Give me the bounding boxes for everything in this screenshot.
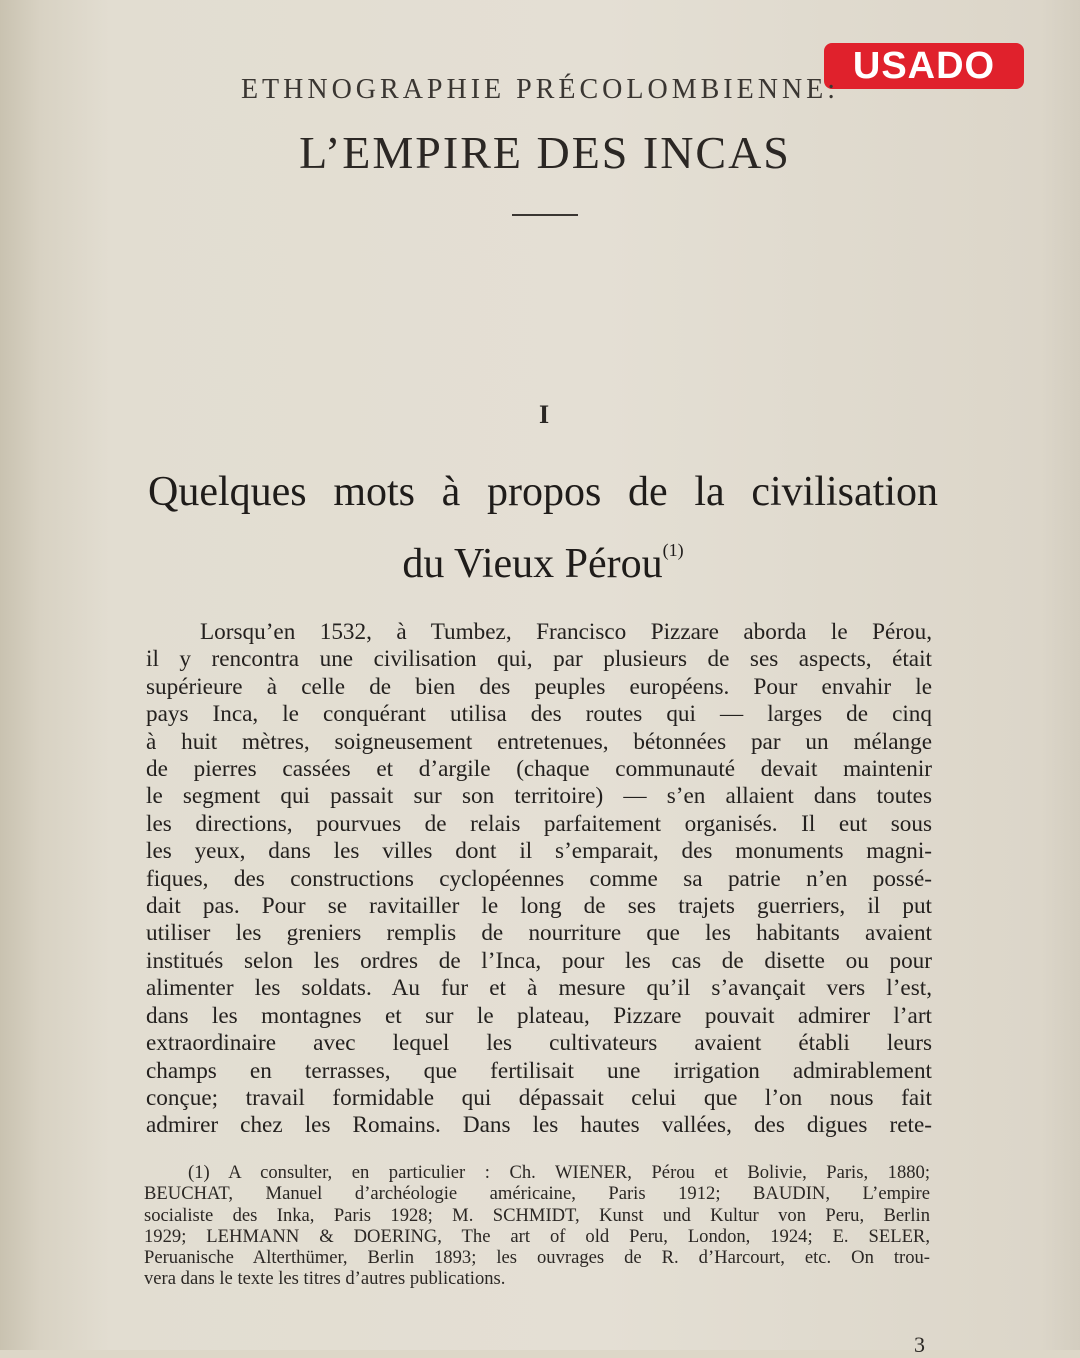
body-line: dait pas. Pour se ravitailler le long de ses trajets guerriers, il put — [146, 893, 932, 920]
footnote-line: (1) A consulter, en particulier : Ch. WIENER, Pérou et Bolivie, Paris, 1880; — [188, 1162, 930, 1183]
body-line: le segment qui passait sur son territoire) — s’en allaient dans toutes — [146, 783, 932, 810]
chapter-number: I — [538, 400, 550, 429]
page-number: 3 — [914, 1332, 925, 1357]
body-line: utiliser les greniers remplis de nourriture que les habitants avaient — [146, 920, 932, 947]
footnote-reference: (1) — [662, 540, 684, 560]
body-line: fiques, des constructions cyclopéennes comme sa patrie n’en possé- — [146, 865, 932, 892]
body-paragraph — [146, 619, 932, 1140]
footnote — [144, 1162, 930, 1290]
body-line: institués selon les ordres de l’Inca, pour les cas de disette ou pour — [146, 947, 932, 974]
running-header: ETHNOGRAPHIE PRÉCOLOMBIENNE: — [240, 74, 840, 105]
footnote-line: vera dans le texte les titres d’autres publications. — [144, 1268, 506, 1290]
chapter-title-line-1: Quelques mots à propos de la civilisation — [148, 469, 938, 515]
footnote-line: BEUCHAT, Manuel d’archéologie américaine, Paris 1912; BAUDIN, L’empire — [144, 1183, 930, 1205]
body-line: de pierres cassées et d’argile (chaque communauté devait maintenir — [146, 756, 932, 783]
chapter-title — [148, 460, 938, 596]
body-line: admirer chez les Romains. Dans les hautes vallées, des digues rete- — [146, 1112, 932, 1139]
body-line: conçue; travail formidable qui dépassait celui que l’on nous fait — [146, 1084, 932, 1111]
body-line: supérieure à celle de bien des peuples européens. Pour envahir le — [146, 673, 932, 700]
body-line: il y rencontra une civilisation qui, par plusieurs de ses aspects, était — [146, 646, 932, 673]
page-title: L’EMPIRE DES INCAS — [299, 127, 791, 178]
body-line: pays Inca, le conquérant utilisa des routes qui — larges de cinq — [146, 701, 932, 728]
title-rule — [512, 214, 578, 216]
footnote-line: socialiste des Inka, Paris 1928; M. SCHMIDT, Kunst und Kultur von Peru, Berlin — [144, 1204, 930, 1226]
body-line: Lorsqu’en 1532, à Tumbez, Francisco Pizzare aborda le Pérou, — [200, 619, 932, 645]
body-line: champs en terrasses, que fertilisait une irrigation admirablement — [146, 1057, 932, 1084]
body-line: extraordinaire avec lequel les cultivateurs avaient établi leurs — [146, 1030, 932, 1057]
body-line: dans les montagnes et sur le plateau, Pizzare pouvait admirer l’art — [146, 1002, 932, 1029]
used-badge: USADO — [824, 43, 1024, 89]
body-line: les directions, pourvues de relais parfaitement organisés. Il eut sous — [146, 810, 932, 837]
chapter-title-line-2: du Vieux Pérou — [402, 541, 663, 587]
body-line: alimenter les soldats. Au fur et à mesure qu’il s’avançait vers l’est, — [146, 975, 932, 1002]
body-line: les yeux, dans les villes dont il s’emparait, des monuments magni- — [146, 838, 932, 865]
footnote-line: Peruanische Alterthümer, Berlin 1893; les ouvrages de R. d’Harcourt, etc. On trou- — [144, 1247, 930, 1269]
footnote-line: 1929; LEHMANN & DOERING, The art of old Peru, London, 1924; E. SELER, — [144, 1225, 930, 1247]
body-line: à huit mètres, soigneusement entretenues, bétonnées par un mélange — [146, 728, 932, 755]
